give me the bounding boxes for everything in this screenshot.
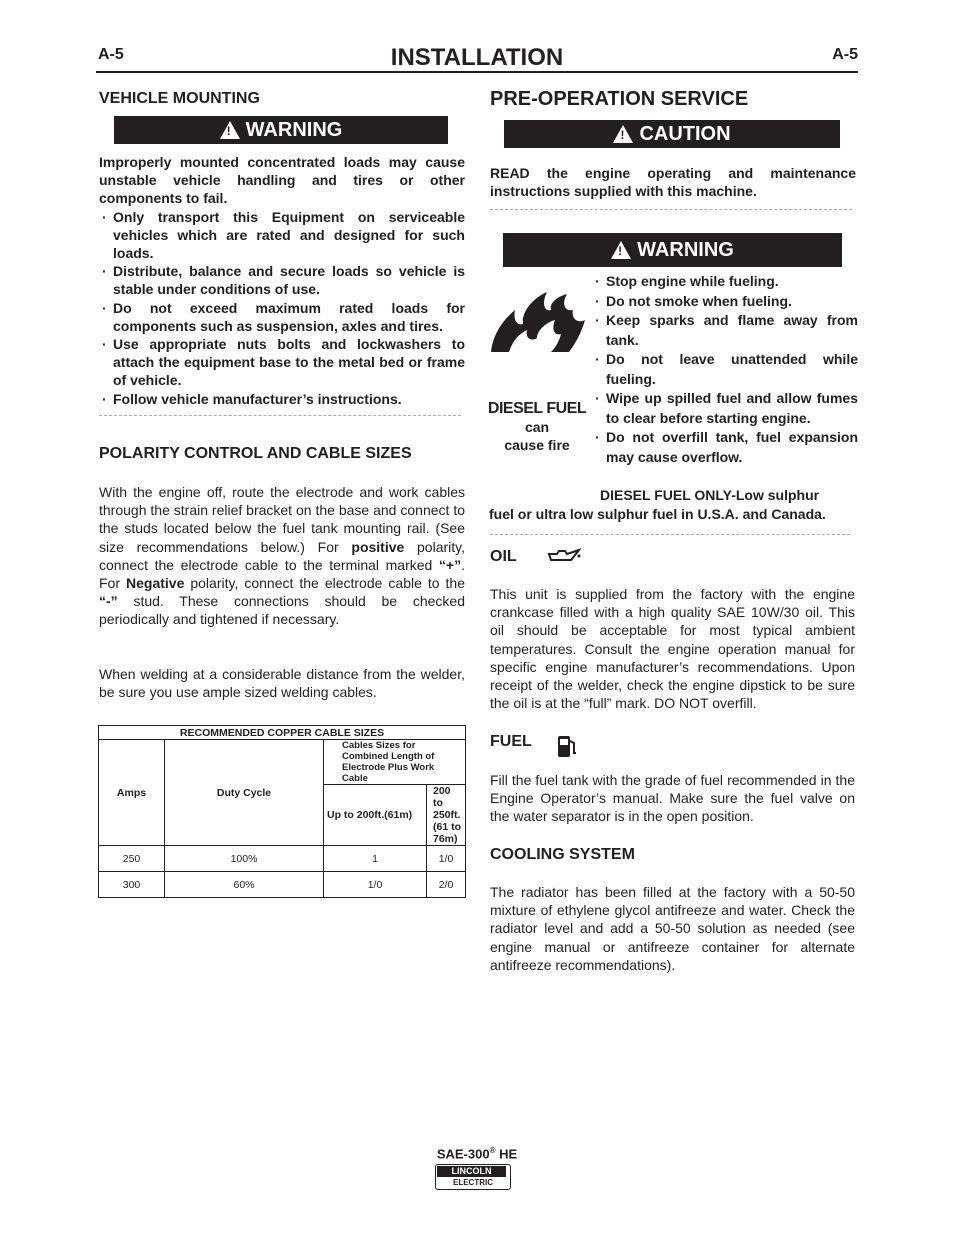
text-run: positive bbox=[351, 538, 405, 555]
table-title: RECOMMENDED COPPER CABLE SIZES bbox=[99, 726, 466, 740]
divider bbox=[490, 209, 852, 210]
lincoln-electric-logo bbox=[435, 1164, 511, 1190]
fuel-pump-icon bbox=[556, 733, 578, 759]
warning-intro: Improperly mounted concentrated loads may cause unstable vehicle handling and tires or other components to fail. bbox=[99, 154, 465, 207]
fuel-warning-label: WARNING bbox=[637, 238, 734, 261]
list-item: · Keep sparks and flame away from tank. bbox=[592, 311, 858, 350]
warning-label: WARNING bbox=[245, 118, 343, 141]
oil-paragraph: This unit is supplied from the factory with the engine crankcase filled with a high quality SAE 10W/30 oil. This oil should be acceptable for most typical ambient temperatures. Consult the engine operation manual for specific engine manufacturer’s recommendations. Upon receipt of the welder, check the engine dipstick to be sure the oil is at the “full” mark. DO NOT overfill. bbox=[490, 586, 855, 712]
fire-caption-cause: cause fire bbox=[504, 437, 570, 453]
warning-list bbox=[99, 208, 465, 408]
list-item: · Follow vehicle manufacturer’s instructions. bbox=[99, 390, 465, 408]
diesel-note-line-2: fuel or ultra low sulphur fuel in U.S.A. and Canada. bbox=[489, 506, 826, 522]
warning-triangle-icon bbox=[611, 241, 631, 259]
text-run: With the engine off, route the electrode and work cables through the strain relief bracket on the base and connect to the studs located below the fuel tank mounting rail. (See size recommendations below.) For bbox=[99, 484, 465, 555]
logo-top: LINCOLN bbox=[437, 1166, 506, 1177]
page-number-right: A-5 bbox=[832, 46, 858, 63]
text-run: “-” bbox=[99, 593, 118, 610]
cell: 60% bbox=[165, 872, 324, 898]
text-run: polarity, connect the electrode cable to the bbox=[184, 575, 466, 592]
diesel-note-line-1: DIESEL FUEL ONLY-Low sulphur bbox=[600, 487, 820, 503]
list-item: · Do not leave unattended while fueling. bbox=[592, 350, 858, 389]
col-up-to-200: Up to 200ft.(61m) bbox=[324, 785, 427, 846]
polarity-paragraph bbox=[99, 483, 465, 629]
caution-banner bbox=[504, 120, 840, 148]
text-run: . For bbox=[99, 556, 465, 592]
warning-banner bbox=[114, 116, 448, 144]
model-name bbox=[0, 1146, 954, 1161]
list-item: · Wipe up spilled fuel and allow fumes to clear before starting engine. bbox=[592, 389, 858, 428]
list-item: · Only transport this Equipment on serviceable vehicles which are rated and designed for such loads. bbox=[99, 208, 465, 263]
divider bbox=[99, 415, 461, 416]
distance-paragraph: When welding at a considerable distance from the welder, be sure you use ample sized welding cables. bbox=[99, 666, 465, 701]
list-item: · Stop engine while fueling. bbox=[592, 272, 858, 292]
fuel-heading: FUEL bbox=[490, 733, 532, 750]
warning-triangle-icon bbox=[220, 121, 240, 139]
table-row bbox=[99, 872, 466, 898]
cell: 250 bbox=[99, 846, 165, 872]
text-run: stud. These connections should be checked periodically and tightened if necessary. bbox=[99, 593, 465, 628]
fuel-warning-list bbox=[592, 272, 858, 467]
cable-size-table bbox=[98, 725, 466, 898]
cooling-heading: COOLING SYSTEM bbox=[490, 846, 635, 863]
page-title: INSTALLATION bbox=[390, 44, 564, 71]
model-text: SAE-300 bbox=[436, 1146, 490, 1162]
fuel-warning-list-wrap bbox=[592, 272, 858, 467]
header-rule bbox=[96, 71, 858, 73]
registered-mark: ® bbox=[489, 1146, 496, 1155]
fuel-paragraph: Fill the fuel tank with the grade of fuel recommended in the Engine Operator’s manual. Make sure the fuel valve on the water separator is in the open position. bbox=[490, 772, 855, 825]
cell: 2/0 bbox=[427, 872, 466, 898]
list-item: · Do not exceed maximum rated loads for components such as suspension, axles and tires. bbox=[99, 299, 465, 335]
cell: 100% bbox=[165, 846, 324, 872]
table-row bbox=[99, 846, 466, 872]
cell: 1 bbox=[324, 846, 427, 872]
list-item: · Do not overfill tank, fuel expansion may cause overflow. bbox=[592, 428, 858, 467]
fuel-warning-banner bbox=[503, 233, 842, 267]
warning-triangle-icon bbox=[613, 125, 633, 143]
group-header: Cables Sizes for Combined Length of Electrode Plus Work Cable bbox=[324, 740, 466, 785]
oil-can-icon bbox=[545, 546, 581, 566]
vehicle-mounting-heading: VEHICLE MOUNTING bbox=[99, 90, 260, 107]
col-amps: Amps bbox=[99, 740, 165, 846]
col-duty: Duty Cycle bbox=[165, 740, 324, 846]
list-item: · Use appropriate nuts bolts and lockwashers to attach the equipment base to the metal bed or frame of vehicle. bbox=[99, 335, 465, 390]
page-number-left: A-5 bbox=[98, 46, 124, 63]
vehicle-warning-text bbox=[99, 153, 465, 408]
cell: 1/0 bbox=[427, 846, 466, 872]
divider bbox=[490, 534, 850, 535]
cell: 300 bbox=[99, 872, 165, 898]
preop-heading: PRE-OPERATION SERVICE bbox=[490, 88, 749, 110]
caution-text: READ the engine operating and maintenance instructions supplied with this machine. bbox=[490, 165, 856, 200]
model-suffix: HE bbox=[495, 1146, 518, 1162]
fire-icon bbox=[489, 290, 587, 354]
fire-caption-can: can bbox=[524, 419, 550, 435]
col-200-250: 200 to 250ft. (61 to 76m) bbox=[427, 785, 466, 846]
cell: 1/0 bbox=[324, 872, 427, 898]
caution-label: CAUTION bbox=[639, 122, 731, 145]
text-run: polarity, connect the electrode cable to the terminal marked bbox=[99, 538, 465, 573]
cooling-paragraph: The radiator has been filled at the factory with a 50-50 mixture of ethylene glycol antifreeze and water. Check the radiator level and add a 50-50 solution as needed (see engine manual or antifreeze container for alternate antifreeze recommendations). bbox=[490, 884, 855, 973]
polarity-heading: POLARITY CONTROL AND CABLE SIZES bbox=[99, 445, 412, 462]
oil-heading: OIL bbox=[490, 548, 517, 565]
list-item: · Do not smoke when fueling. bbox=[592, 292, 858, 312]
list-item: · Distribute, balance and secure loads so vehicle is stable under conditions of use. bbox=[99, 262, 465, 298]
logo-bottom: ELECTRIC bbox=[453, 1178, 493, 1187]
text-run: Negative bbox=[126, 575, 185, 592]
text-run: “+” bbox=[438, 556, 462, 573]
diesel-fuel-label: DIESEL FUEL bbox=[487, 400, 587, 417]
